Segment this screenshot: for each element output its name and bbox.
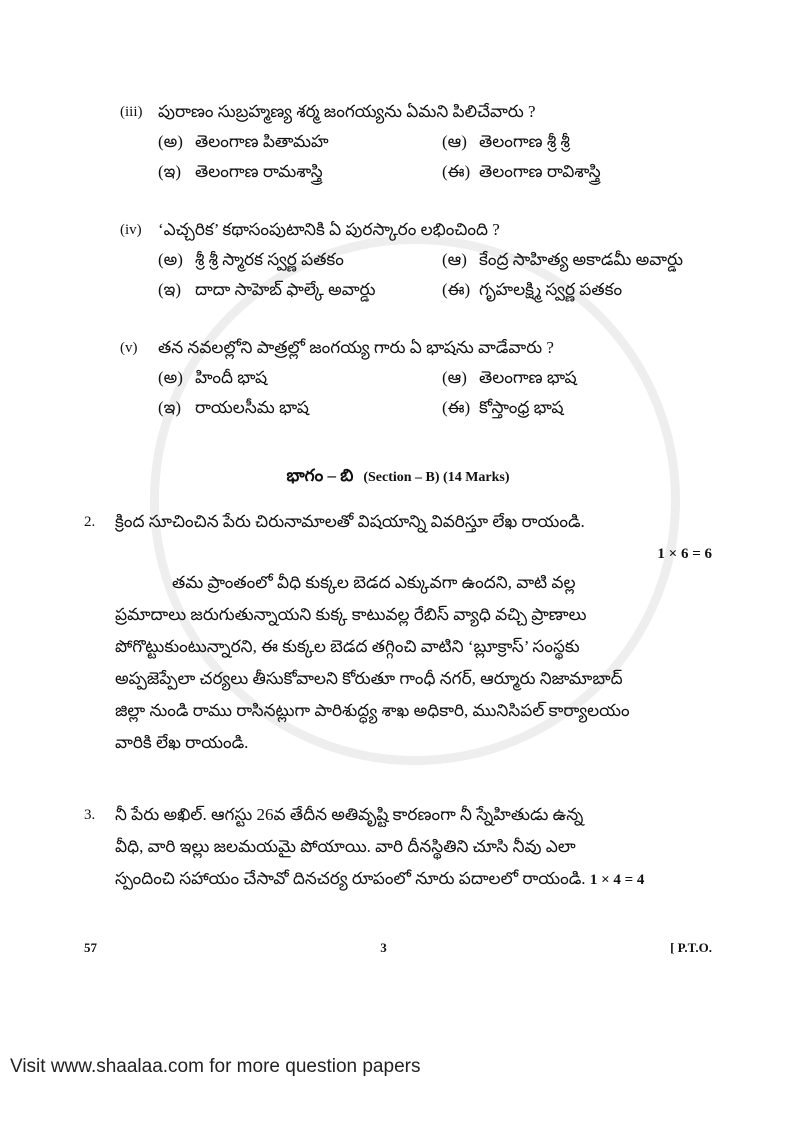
question-text: ‘ఎచ్చరిక’ కథాసంపుటానికి ఏ పురస్కారం లభించింది ? xyxy=(158,220,500,239)
question-2 xyxy=(84,510,712,759)
option-label: (ఈ) xyxy=(442,398,471,417)
option-text: రాయలసీమ భాష xyxy=(195,398,309,417)
question-text: క్రింద సూచించిన పేరు చిరునామాలతో విషయాన్ని వివరిస్తూ లేఖ రాయండి. xyxy=(115,512,585,531)
question-line: వీధి, వారి ఇల్లు జలమయమై పోయాయి. వారి దీనస్థితిని చూసి నీవు ఎలా xyxy=(115,837,576,856)
option-label: (ఈ) xyxy=(442,280,471,299)
question-passage xyxy=(115,567,712,759)
option-text: తెలంగాణ శ్రీ శ్రీ xyxy=(479,132,570,151)
option-text: గృహలక్ష్మి స్వర్ణ పతకం xyxy=(479,280,623,299)
section-heading xyxy=(84,464,712,488)
option-text: కేంద్ర సాహిత్య అకాడమీ అవార్డు xyxy=(479,250,684,269)
option-label: (ఈ) xyxy=(442,162,471,181)
option xyxy=(442,130,712,154)
passage-line: తమ ప్రాంతంలో వీధి కుక్కల బెడద ఎక్కువగా ఉందని, వాటి వల్ల xyxy=(172,573,576,592)
passage-line: అప్పజెప్పేలా చర్యలు తీసుకోవాలని కోరుతూ గాంధీ నగర్, ఆర్మూరు నిజామాబాద్ xyxy=(115,669,623,688)
question-text xyxy=(115,799,712,896)
question-text: పురాణం సుబ్రహ్మణ్య శర్మ జంగయ్యను ఏమని పిలిచేవారు ? xyxy=(158,102,536,121)
options xyxy=(158,130,712,184)
option xyxy=(442,160,712,184)
question-line xyxy=(115,863,712,896)
option-text: తెలంగాణ రామశాస్త్రి xyxy=(195,162,323,181)
option-text: దాదా సాహెబ్ ఫాల్కే అవార్డు xyxy=(195,280,376,299)
option-text: శ్రీ శ్రీ స్మారక స్వర్ణ పతకం xyxy=(195,250,344,269)
shaalaa-link[interactable]: Visit www.shaalaa.com for more question papers xyxy=(10,1056,421,1077)
question-number: (v) xyxy=(120,340,138,356)
option-text: హిందీ భాష xyxy=(195,368,268,387)
option-label: (ఇ) xyxy=(158,280,182,299)
passage-line: వారికి లేఖ రాయండి. xyxy=(115,733,249,752)
option xyxy=(158,366,428,390)
page-number: 3 xyxy=(380,940,387,955)
paper-code: 57 xyxy=(84,940,97,955)
question-text: తన నవలల్లోని పాత్రల్లో జంగయ్య గారు ఏ భాషను వాడేవారు ? xyxy=(158,338,554,357)
option-label: (ఇ) xyxy=(158,398,182,417)
option-label: (అ) xyxy=(158,250,183,269)
option xyxy=(158,396,428,420)
option-label: (అ) xyxy=(158,368,183,387)
option xyxy=(442,396,712,420)
pto-label: [ P.T.O. xyxy=(670,940,712,955)
section-heading-english: (Section – B) (14 Marks) xyxy=(363,470,510,485)
option xyxy=(442,366,712,390)
option-label: (ఆ) xyxy=(442,132,467,151)
options xyxy=(158,366,712,420)
question-iv xyxy=(120,218,712,302)
option-label: (ఆ) xyxy=(442,250,467,269)
option-text: కోస్తాంధ్ర భాష xyxy=(479,398,564,417)
marks: 1 × 4 = 4 xyxy=(589,872,645,888)
question-iii xyxy=(120,100,712,184)
question-v xyxy=(120,336,712,420)
option xyxy=(158,278,428,302)
question-number: (iv) xyxy=(120,222,142,238)
section-heading-telugu: భాగం – బి xyxy=(286,466,354,485)
question-number: 3. xyxy=(84,807,96,823)
option xyxy=(158,248,428,272)
option xyxy=(442,278,712,302)
option-text: తెలంగాణ భాష xyxy=(479,368,577,387)
option-text: తెలంగాణ పితామహ xyxy=(195,132,329,151)
marks: 1 × 6 = 6 xyxy=(657,546,712,562)
question-number: (iii) xyxy=(120,104,143,120)
passage-line: ప్రమాదాలు జరుగుతున్నాయని కుక్క కాటువల్ల రేబిస్ వ్యాధి వచ్చి ప్రాణాలు xyxy=(115,605,587,624)
passage-line: జిల్లా నుండి రాము రాసినట్లుగా పారిశుద్ధ్య శాఖ అధికారి, మునిసిపల్ కార్యాలయం xyxy=(115,701,630,720)
option-label: (ఆ) xyxy=(442,368,467,387)
option-label: (అ) xyxy=(158,132,183,151)
option xyxy=(158,160,428,184)
option-text: తెలంగాణ రావిశాస్త్రి xyxy=(479,162,601,181)
question-line-text: స్పందించి సహాయం చేసావో దినచర్య రూపంలో నూరు పదాలలో రాయండి. xyxy=(115,869,586,888)
passage-line: పోగొట్టుకుంటున్నారని, ఈ కుక్కల బెడద తగ్గించి వాటిని ‘బ్లూక్రాస్’ సంస్థకు xyxy=(115,637,580,656)
page-footer xyxy=(84,940,712,956)
question-number: 2. xyxy=(84,514,96,530)
question-3 xyxy=(84,799,712,896)
option-label: (ఇ) xyxy=(158,162,182,181)
question-line: నీ పేరు అఖిల్. ఆగస్టు 26వ తేదీన అతివృష్టి కారణంగా నీ స్నేహితుడు ఉన్న xyxy=(115,805,584,824)
option xyxy=(442,248,712,272)
options xyxy=(158,248,712,302)
option xyxy=(158,130,428,154)
